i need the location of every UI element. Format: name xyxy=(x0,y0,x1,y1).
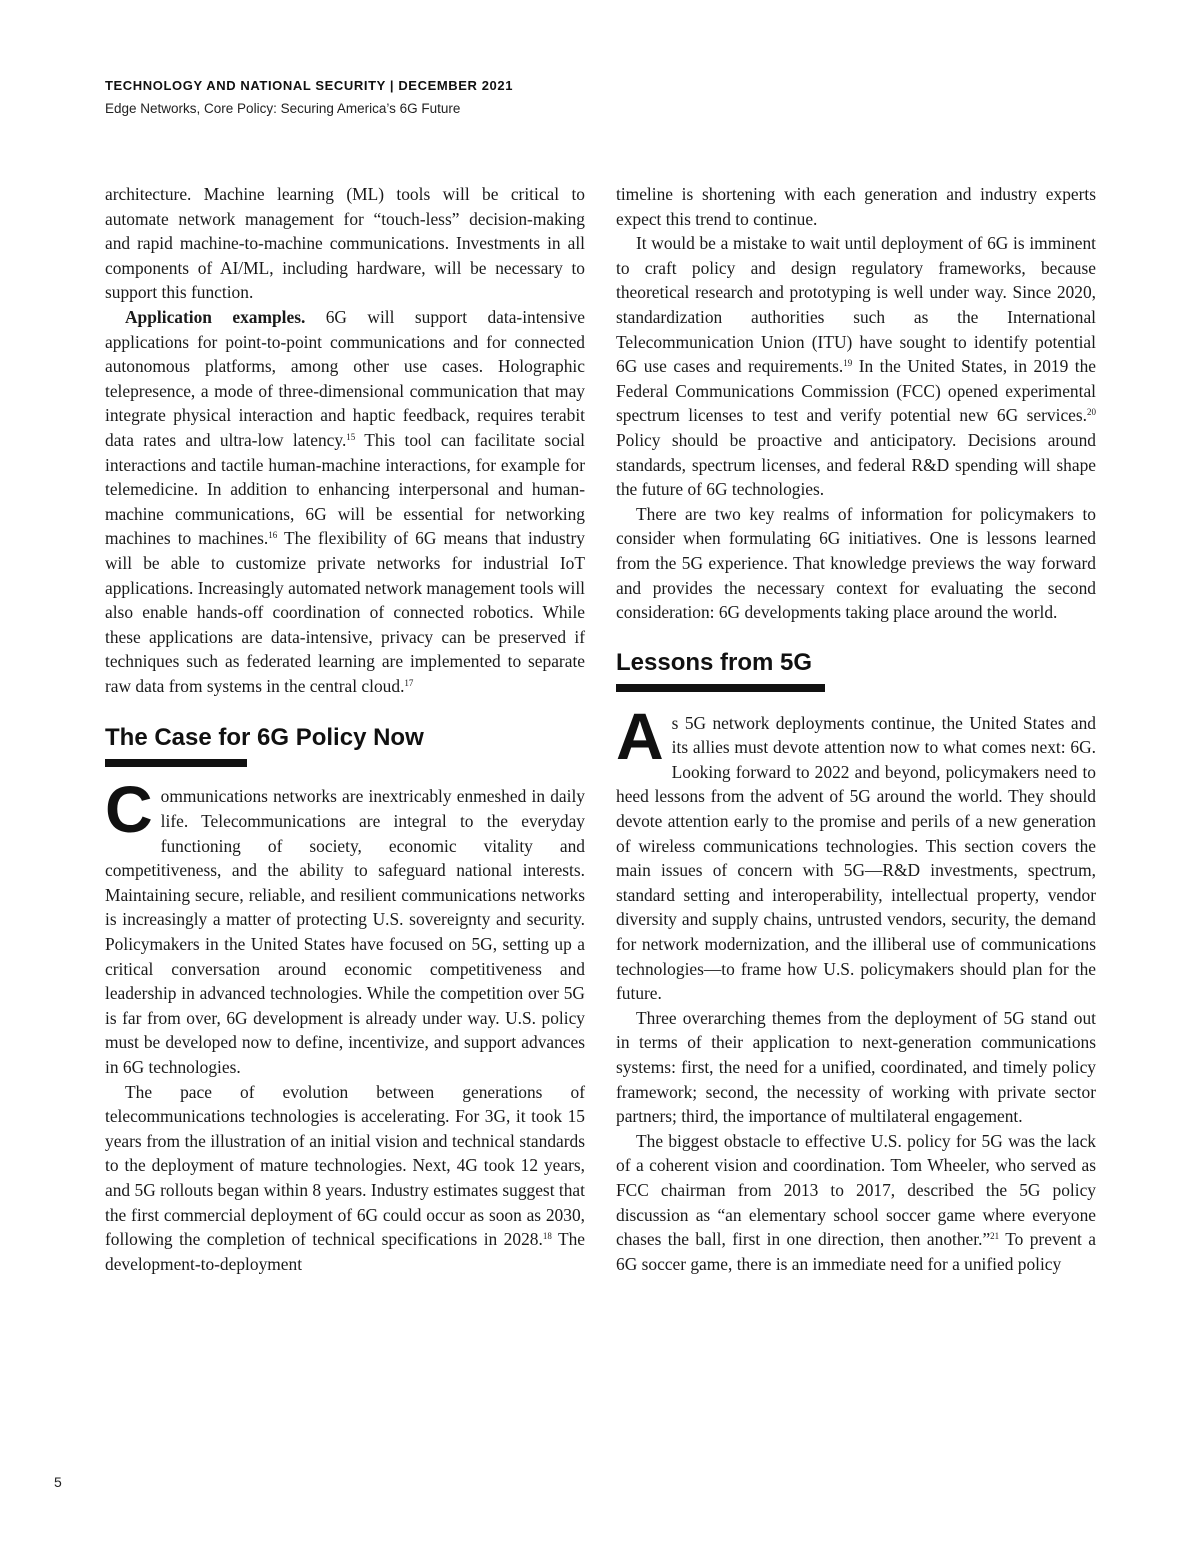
footnote-ref[interactable]: 19 xyxy=(843,358,853,369)
paragraph: timeline is shortening with each generation and industry experts expect this trend to continue. xyxy=(616,184,1096,229)
left-column xyxy=(105,182,585,1276)
footnote-ref[interactable]: 16 xyxy=(268,530,278,541)
paragraph: Communications networks are inextricably enmeshed in daily life. Telecommunications are integral to the everyday functioning of society, economic vitality and competitiveness, and the ability to safeguard national interests. Maintaining secure, reliable, and resilient communications networks is increasingly a matter of protecting U.S. sovereignty and security. Policymakers in the United States have focused on 5G, setting up a critical conversation around economic competitiveness and leadership in advanced technologies. While the competition over 5G is far from over, 6G development is already under way. U.S. policy must be developed now to define, incentivize, and support advances in 6G technologies. xyxy=(105,772,585,1077)
footnote-ref[interactable]: 18 xyxy=(542,1231,552,1242)
paragraph: As 5G network deployments continue, the United States and its allies must devote attention now to what comes next: 6G. Looking forward to 2022 and beyond, policymakers need to heed lessons from the advent of 5G around the world. They should devote attention early to the promise and perils of a new generation of wireless communications technologies. This section covers the main issues of concern with 5G—R&D investments, spectrum, standard setting and interoperability, intellectual property, vendor diversity and supply chains, untrusted vendors, security, the demand for network modernization, and the illiberal use of communications technologies—to frame how U.S. policymakers should plan for the future. xyxy=(616,698,1096,1004)
drop-cap: A xyxy=(616,698,664,773)
drop-cap: C xyxy=(105,772,153,847)
heading-underline-bar xyxy=(616,684,825,692)
right-column xyxy=(616,182,1096,1276)
page-number: 5 xyxy=(54,1474,62,1490)
paragraph: Three overarching themes from the deployment of 5G stand out in terms of their application to next-generation communications systems: first, the need for a unified, coordinated, and timely policy framework; second, the necessity of working with private sector partners; third, the importance of multilateral engagement. xyxy=(616,1007,1096,1127)
paragraph: It would be a mistake to wait until deployment of 6G is imminent to craft policy and design regulatory frameworks, because theoretical research and prototyping is well under way. Since 2020, standardization authorities such as the International Telecommunication Union (ITU) have sought to identify potential 6G use cases and requirements.$^{19}$ In the United States, in 2019 the Federal Communications Commission (FCC) opened experimental spectrum licenses to test and verify potential new 6G services.$^{20}$ Policy should be proactive and anticipatory. Decisions around standards, spectrum licenses, and federal R&D spending will shape the future of 6G technologies. xyxy=(616,233,1096,500)
paragraph: architecture. Machine learning (ML) tools will be critical to automate network management for “touch-less” decision-making and rapid machine-to-machine communications. Investments in all components of AI/ML, including hardware, will be necessary to support this function. xyxy=(105,184,585,303)
footnote-ref[interactable]: 17 xyxy=(404,677,414,688)
paragraph: Application examples. 6G will support data-intensive applications for point-to-point communications and for connected autonomous platforms, among other use cases. Holographic telepresence, a mode of three-dimensional communication that may integrate physical interaction and haptic feedback, requires terabit data rates and ultra-low latency.$^{15}$ This tool can facilitate social interactions and tactile human-machine interactions, for example for telemedicine. In addition to enhancing interpersonal and human-machine communications, 6G will be essential for networking machines to machines.$^{16}$ The flexibility of 6G means that industry will be able to customize private networks for industrial IoT applications. Increasingly automated network management tools will also enable hands-off coordination of connected robotics. While these applications are data-intensive, privacy can be preserved if techniques such as federated learning are implemented to separate raw data from systems in the central cloud.$^{17}$ xyxy=(105,306,586,696)
report-subtitle: Edge Networks, Core Policy: Securing America’s 6G Future xyxy=(105,101,461,116)
heading-underline-bar xyxy=(105,759,247,767)
paragraph: The biggest obstacle to effective U.S. policy for 5G was the lack of a coherent vision and coordination. Tom Wheeler, who served as FCC chairman from 2013 to 2017, described the 5G policy discussion as “an elementary school soccer game where everyone chases the ball, first in one direction, then another.”$^{21}$ To prevent a 6G soccer game, there is an immediate need for a unified policy xyxy=(616,1130,1096,1274)
section-heading-block xyxy=(105,724,585,767)
run-in-heading: Application examples. xyxy=(125,306,306,327)
publication-title: TECHNOLOGY AND NATIONAL SECURITY | DECEMBER 2021 xyxy=(105,78,514,93)
section-heading: The Case for 6G Policy Now xyxy=(105,724,424,752)
section-heading: Lessons from 5G xyxy=(616,648,813,676)
footnote-ref[interactable]: 15 xyxy=(346,431,356,442)
paragraph: The pace of evolution between generations of telecommunications technologies is accelerating. For 3G, it took 15 years from the illustration of an initial vision and technical standards to the deployment of mature technologies. Next, 4G took 12 years, and 5G rollouts began within 8 years. Industry estimates suggest that the first commercial deployment of 6G could occur as soon as 2030, following the completion of technical specifications in 2028.18 The development-to-deployment xyxy=(105,1081,585,1274)
running-header xyxy=(105,78,513,116)
footnote-ref[interactable]: 21 xyxy=(990,1231,1000,1242)
section-heading-block xyxy=(616,649,1096,692)
footnote-ref[interactable]: 20 xyxy=(1087,407,1096,418)
paragraph: There are two key realms of information for policymakers to consider when formulating 6G initiatives. One is lessons learned from the 5G experience. That knowledge previews the way forward and provides the necessary context for evaluating the second consideration: 6G developments taking place around the world. xyxy=(616,503,1096,623)
